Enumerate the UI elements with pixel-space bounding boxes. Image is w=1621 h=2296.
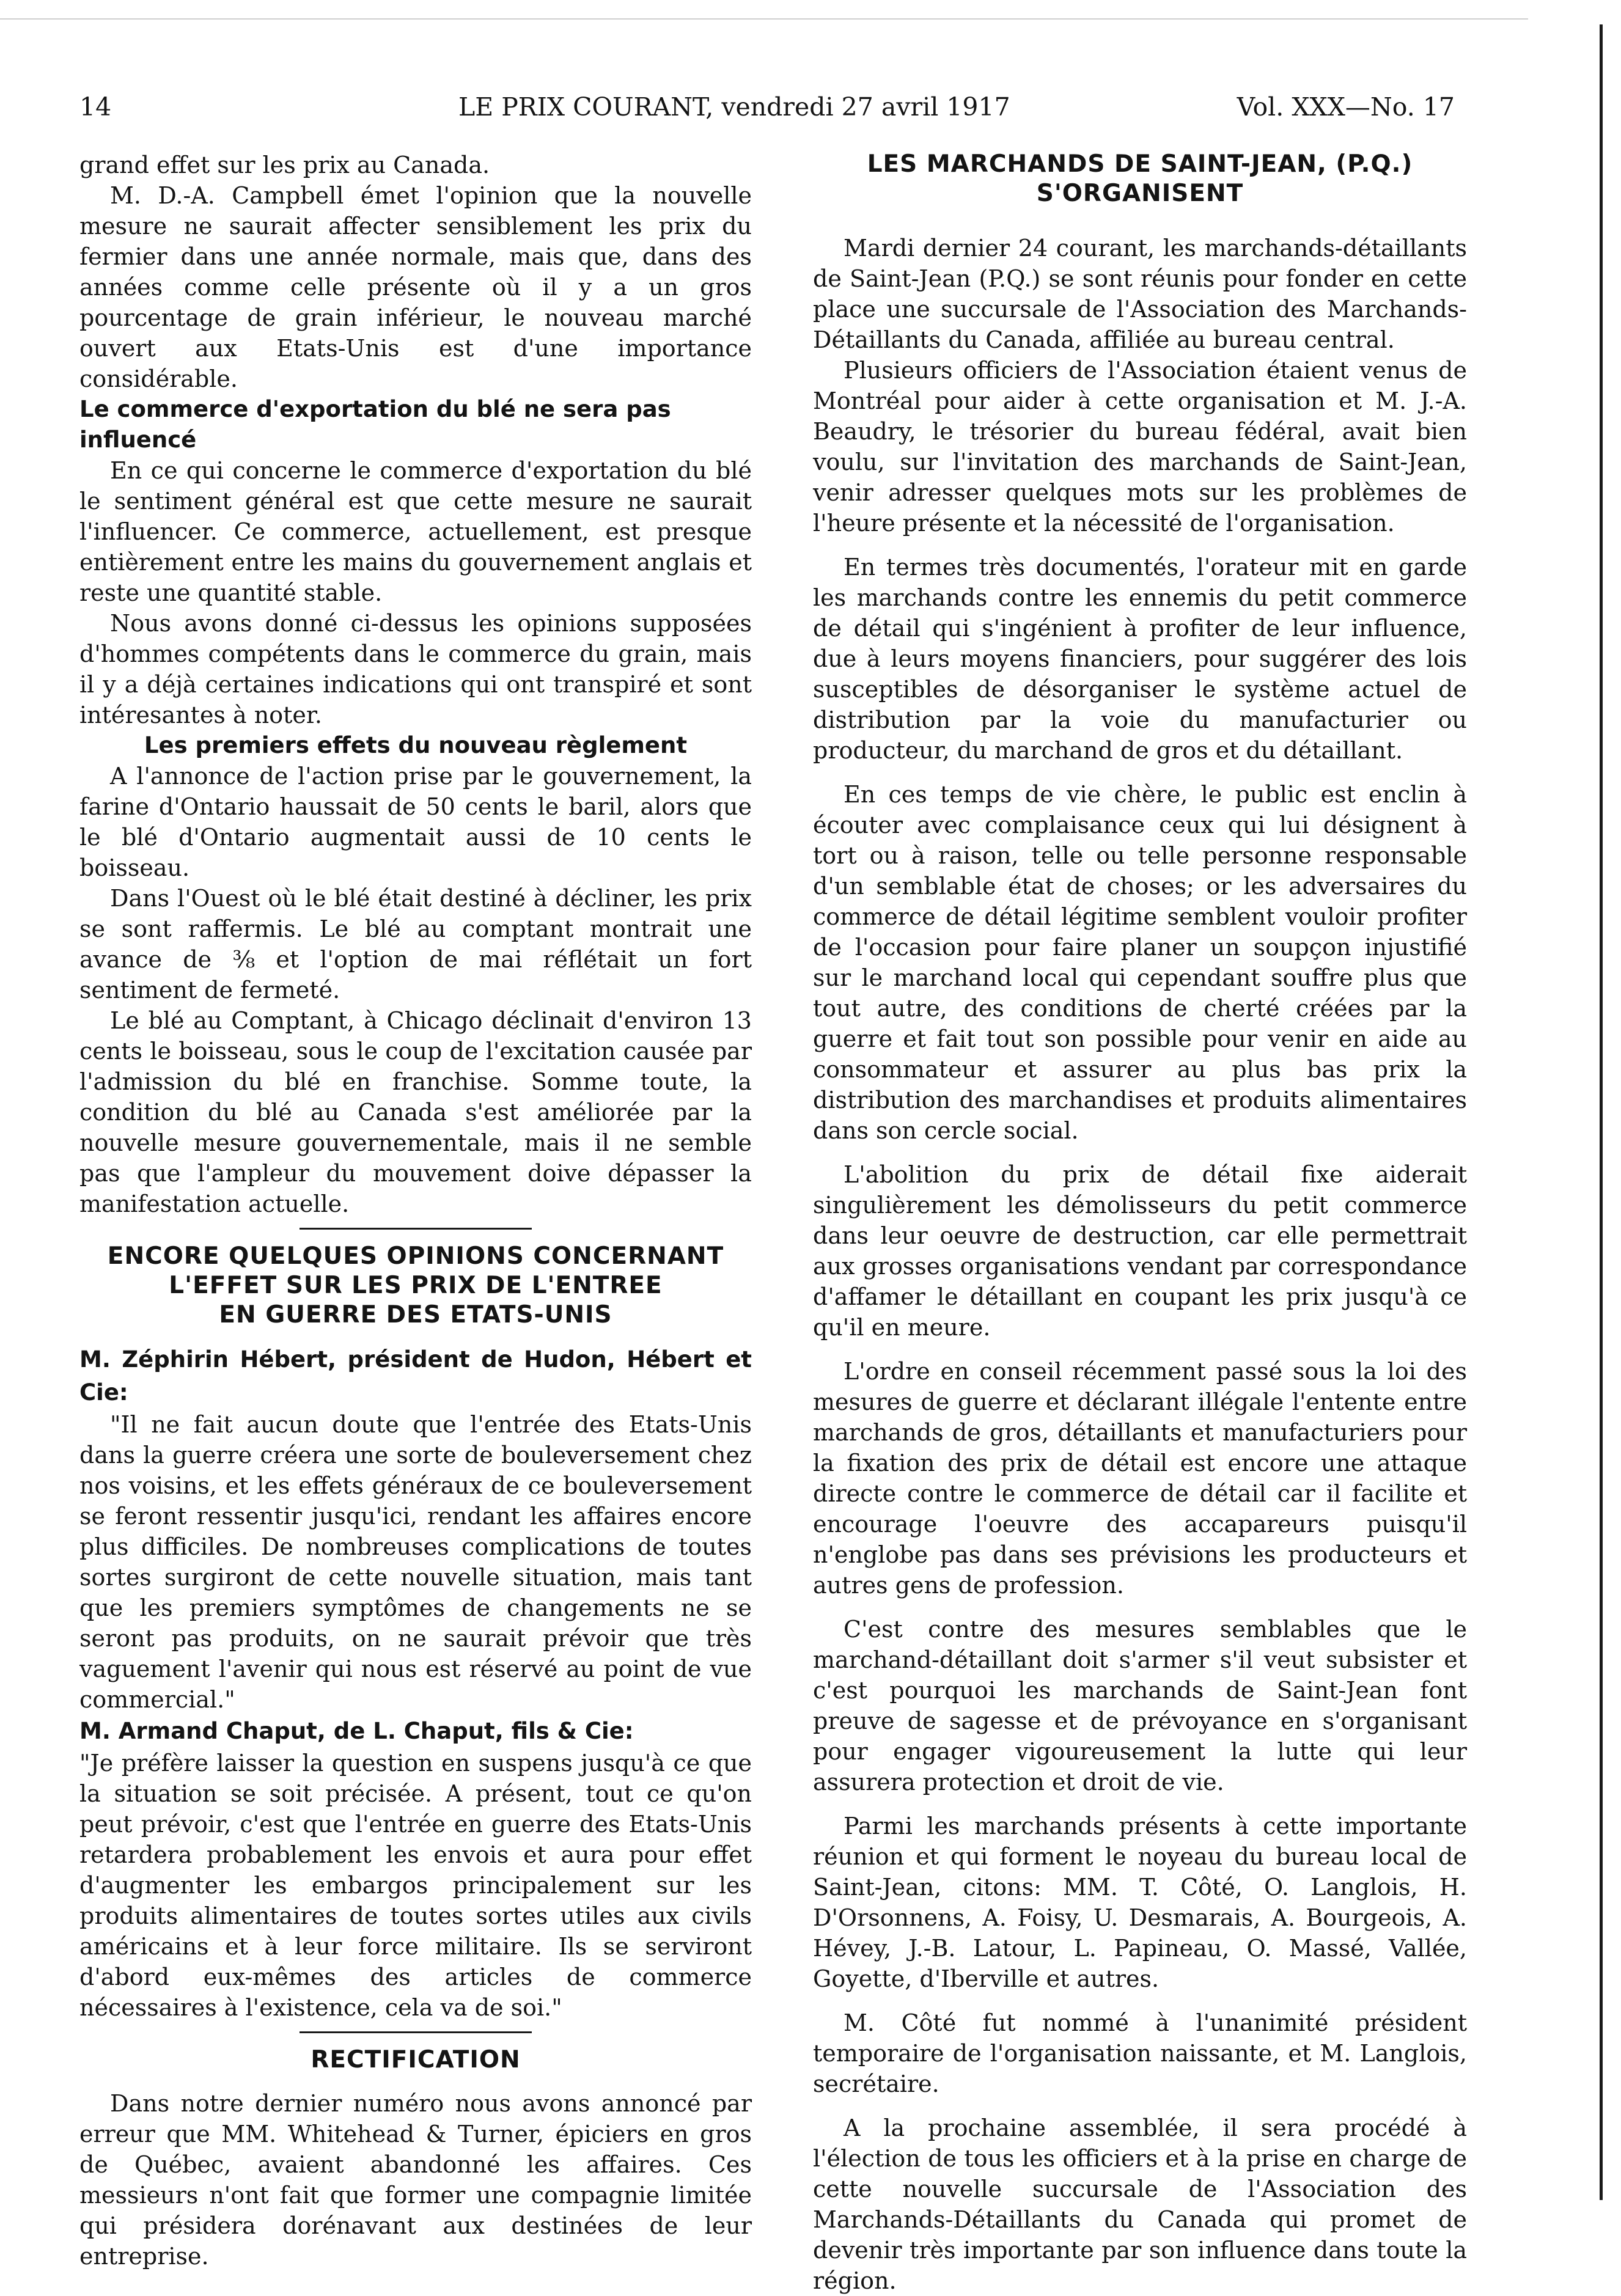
- headline-line: EN GUERRE DES ETATS-UNIS: [219, 1301, 612, 1329]
- section-divider: [300, 1228, 532, 1230]
- paragraph: M. D.-A. Campbell émet l'opinion que la nouvelle mesure ne saurait affecter sensiblement les prix du fermier dans une année normale, mais que, dans des années comme celle présente où il y a un gros pourcentage de grain inférieur, le nouveau marché ouvert aux Etats-Unis est d'une importance considérable.: [79, 182, 752, 392]
- scan-edge-line: [0, 18, 1528, 20]
- paragraph: A l'annonce de l'action prise par le gouvernement, la farine d'Ontario haussait de 50 cents le baril, alors que le blé d'Ontario augmentait aussi de 10 cents le boisseau.: [79, 763, 752, 881]
- article-headline: [813, 150, 1467, 208]
- right-column: [813, 150, 1467, 2296]
- paragraph: Dans notre dernier numéro nous avons annoncé par erreur que MM. Whitehead & Turner, épiciers en gros de Québec, avaient abandonné les affaires. Ces messieurs n'ont fait que former une compagnie limitée qui présidera dorénavant aux destinées de leur entreprise.: [79, 2090, 752, 2270]
- page-header: [79, 83, 1455, 131]
- headline-line: S'ORGANISENT: [1036, 180, 1244, 207]
- paragraph: L'abolition du prix de détail fixe aiderait singulièrement les démolisseurs du petit commerce dans leur oeuvre de destruction, car elle permettrait aux grosses organisations vendant par correspondance d'affamer le détaillant en coupant les prix jusqu'à ce qu'il en meure.: [813, 1161, 1467, 1341]
- headline-line: LES MARCHANDS DE SAINT-JEAN, (P.Q.): [867, 150, 1413, 178]
- speaker-name: M. Armand Chaput, de L. Chaput, fils & Cie:: [79, 1718, 634, 1744]
- paragraph: Le blé au Comptant, à Chicago déclinait d'environ 13 cents le boisseau, sous le coup de l'excitation causée par l'admission du blé en franchise. Somme toute, la condition du blé au Canada s'est améliorée par la nouvelle mesure gouvernementale, mais il ne semble pas que l'ampleur du mouvement doive dépasser la manifestation actuelle.: [79, 1007, 752, 1217]
- journal-title: LE PRIX COURANT, vendredi 27 avril 1917: [458, 92, 1010, 122]
- paragraph: M. Côté fut nommé à l'unanimité président temporaire de l'organisation naissante, et M. Langlois, secrétaire.: [813, 2009, 1467, 2097]
- speaker-name: M. Zéphirin Hébert, président de Hudon, Hébert et Cie:: [79, 1346, 752, 1406]
- page-number: 14: [79, 92, 112, 122]
- volume-number: Vol. XXX—No. 17: [1237, 92, 1455, 122]
- quote-paragraph: "Je préfère laisser la question en suspens jusqu'à ce que la situation se soit précisée. A présent, tout ce qu'on peut prévoir, c'est que l'entrée en guerre des Etats-Unis retardera probablement les envois et aura pour effet d'augmenter les embargos principalement sur les produits alimentaires de toutes sortes utiles aux civils américains et à leur force militaire. Ils se serviront d'abord eux-mêmes des articles de commerce nécessaires à l'existence, cela va de soi.": [79, 1750, 752, 2021]
- paragraph: C'est contre des mesures semblables que le marchand-détaillant doit s'armer s'il veut subsister et c'est pourquoi les marchands de Saint-Jean font preuve de sagesse et de prévoyance en s'organisant pour engager vigoureusement la lutte qui leur assurera protection et droit de vie.: [813, 1616, 1467, 1795]
- article-headline: RECTIFICATION: [311, 2046, 521, 2074]
- paragraph: Plusieurs officiers de l'Association étaient venus de Montréal pour aider à cette organisation et M. J.-A. Beaudry, le trésorier du bureau fédéral, avait bien voulu, sur l'invitation des marchands de Saint-Jean, venir adresser quelques mots sur les problèmes de l'heure présente et la nécessité de l'organisation.: [813, 357, 1467, 537]
- paragraph: A la prochaine assemblée, il sera procédé à l'élection de tous les officiers et à la prise en charge de cette nouvelle succursale de l'Association des Marchands-Détaillants du Canada qui promet de devenir très importante par son influence dans toute la région.: [813, 2114, 1467, 2294]
- paragraph: En ces temps de vie chère, le public est enclin à écouter avec complaisance ceux qui lui désignent à tort ou à raison, telle ou telle personne responsable d'un semblable état de choses; or les adversaires du commerce de détail légitime semblent vouloir profiter de l'occasion pour faire planer un soupçon injustifié sur le marchand local qui cependant souffre plus que tout autre, des conditions de cherté créées par la guerre et fait tout son possible pour venir en aide au consommateur et assurer au plus bas prix la distribution des marchandises et produits alimentaires dans son cercle social.: [813, 781, 1467, 1144]
- paragraph: L'ordre en conseil récemment passé sous la loi des mesures de guerre et déclarant illégale l'entente entre marchands de gros, détaillants et manufacturiers pour la fixation des prix de détail est encore une attaque directe contre le commerce de détail car il facilite et encourage l'oeuvre des accapareurs puisqu'il n'englobe pas dans ses prévisions les producteurs et autres gens de profession.: [813, 1358, 1467, 1599]
- paragraph: En ce qui concerne le commerce d'exportation du blé le sentiment général est que cette mesure ne saurait l'influencer. Ce commerce, actuellement, est presque entièrement entre les mains du gouvernement anglais et reste une quantité stable.: [79, 457, 752, 606]
- paragraph: Parmi les marchands présents à cette importante réunion et qui forment le noyeau du bureau local de Saint-Jean, citons: MM. T. Côté, O. Langlois, H. D'Orsonnens, A. Foisy, U. Desmarais, A. Bourgeois, A. Hévey, J.-B. Latour, L. Papineau, O. Massé, Vallée, Goyette, d'Iberville et autres.: [813, 1813, 1467, 1992]
- quote-paragraph: "Il ne fait aucun doute que l'entrée des Etats-Unis dans la guerre créera une sorte de bouleversement chez nos voisins, et les effets généraux de ce bouleversement se feront ressentir jusqu'ici, rendant les affaires encore plus difficiles. De nombreuses complications de toutes sortes surgiront de cette nouvelle situation, mais tant que les premiers symptômes de changements ne se seront pas produits, on ne saurait prévoir que très vaguement l'avenir qui nous est réservé au point de vue commercial.": [79, 1411, 752, 1713]
- left-column: [79, 150, 752, 2272]
- section-subheading: Les premiers effets du nouveau règlement: [144, 732, 688, 758]
- paragraph: Dans l'Ouest où le blé était destiné à décliner, les prix se sont raffermis. Le blé au comptant montrait une avance de ⅜ et l'option de mai réflétait un fort sentiment de fermeté.: [79, 885, 752, 1003]
- paragraph: En termes très documentés, l'orateur mit en garde les marchands contre les ennemis du petit commerce de détail qui s'ingénient à profiter de leur influence, due à leurs moyens financiers, pour suggérer des lois susceptibles de désorganiser le système actuel de distribution par la voie du manufacturier ou producteur, du marchand de gros et du détaillant.: [813, 554, 1467, 764]
- section-divider: [300, 2031, 532, 2033]
- paragraph: grand effet sur les prix au Canada.: [79, 152, 490, 178]
- article-headline: [79, 1242, 752, 1330]
- paragraph: Mardi dernier 24 courant, les marchands-détaillants de Saint-Jean (P.Q.) se sont réunis pour fonder en cette place une succursale de l'Association des Marchands-Détaillants du Canada, affiliée au bureau central.: [813, 235, 1467, 353]
- headline-line: ENCORE QUELQUES OPINIONS CONCERNANT: [107, 1242, 724, 1270]
- page-edge-border: [1600, 24, 1603, 2200]
- section-subheading: Le commerce d'exportation du blé ne sera pas influencé: [79, 396, 671, 453]
- headline-line: L'EFFET SUR LES PRIX DE L'ENTREE: [169, 1272, 663, 1299]
- paragraph: Nous avons donné ci-dessus les opinions supposées d'hommes compétents dans le commerce du grain, mais il y a déjà certaines indications qui ont transpiré et sont intéresantes à noter.: [79, 610, 752, 728]
